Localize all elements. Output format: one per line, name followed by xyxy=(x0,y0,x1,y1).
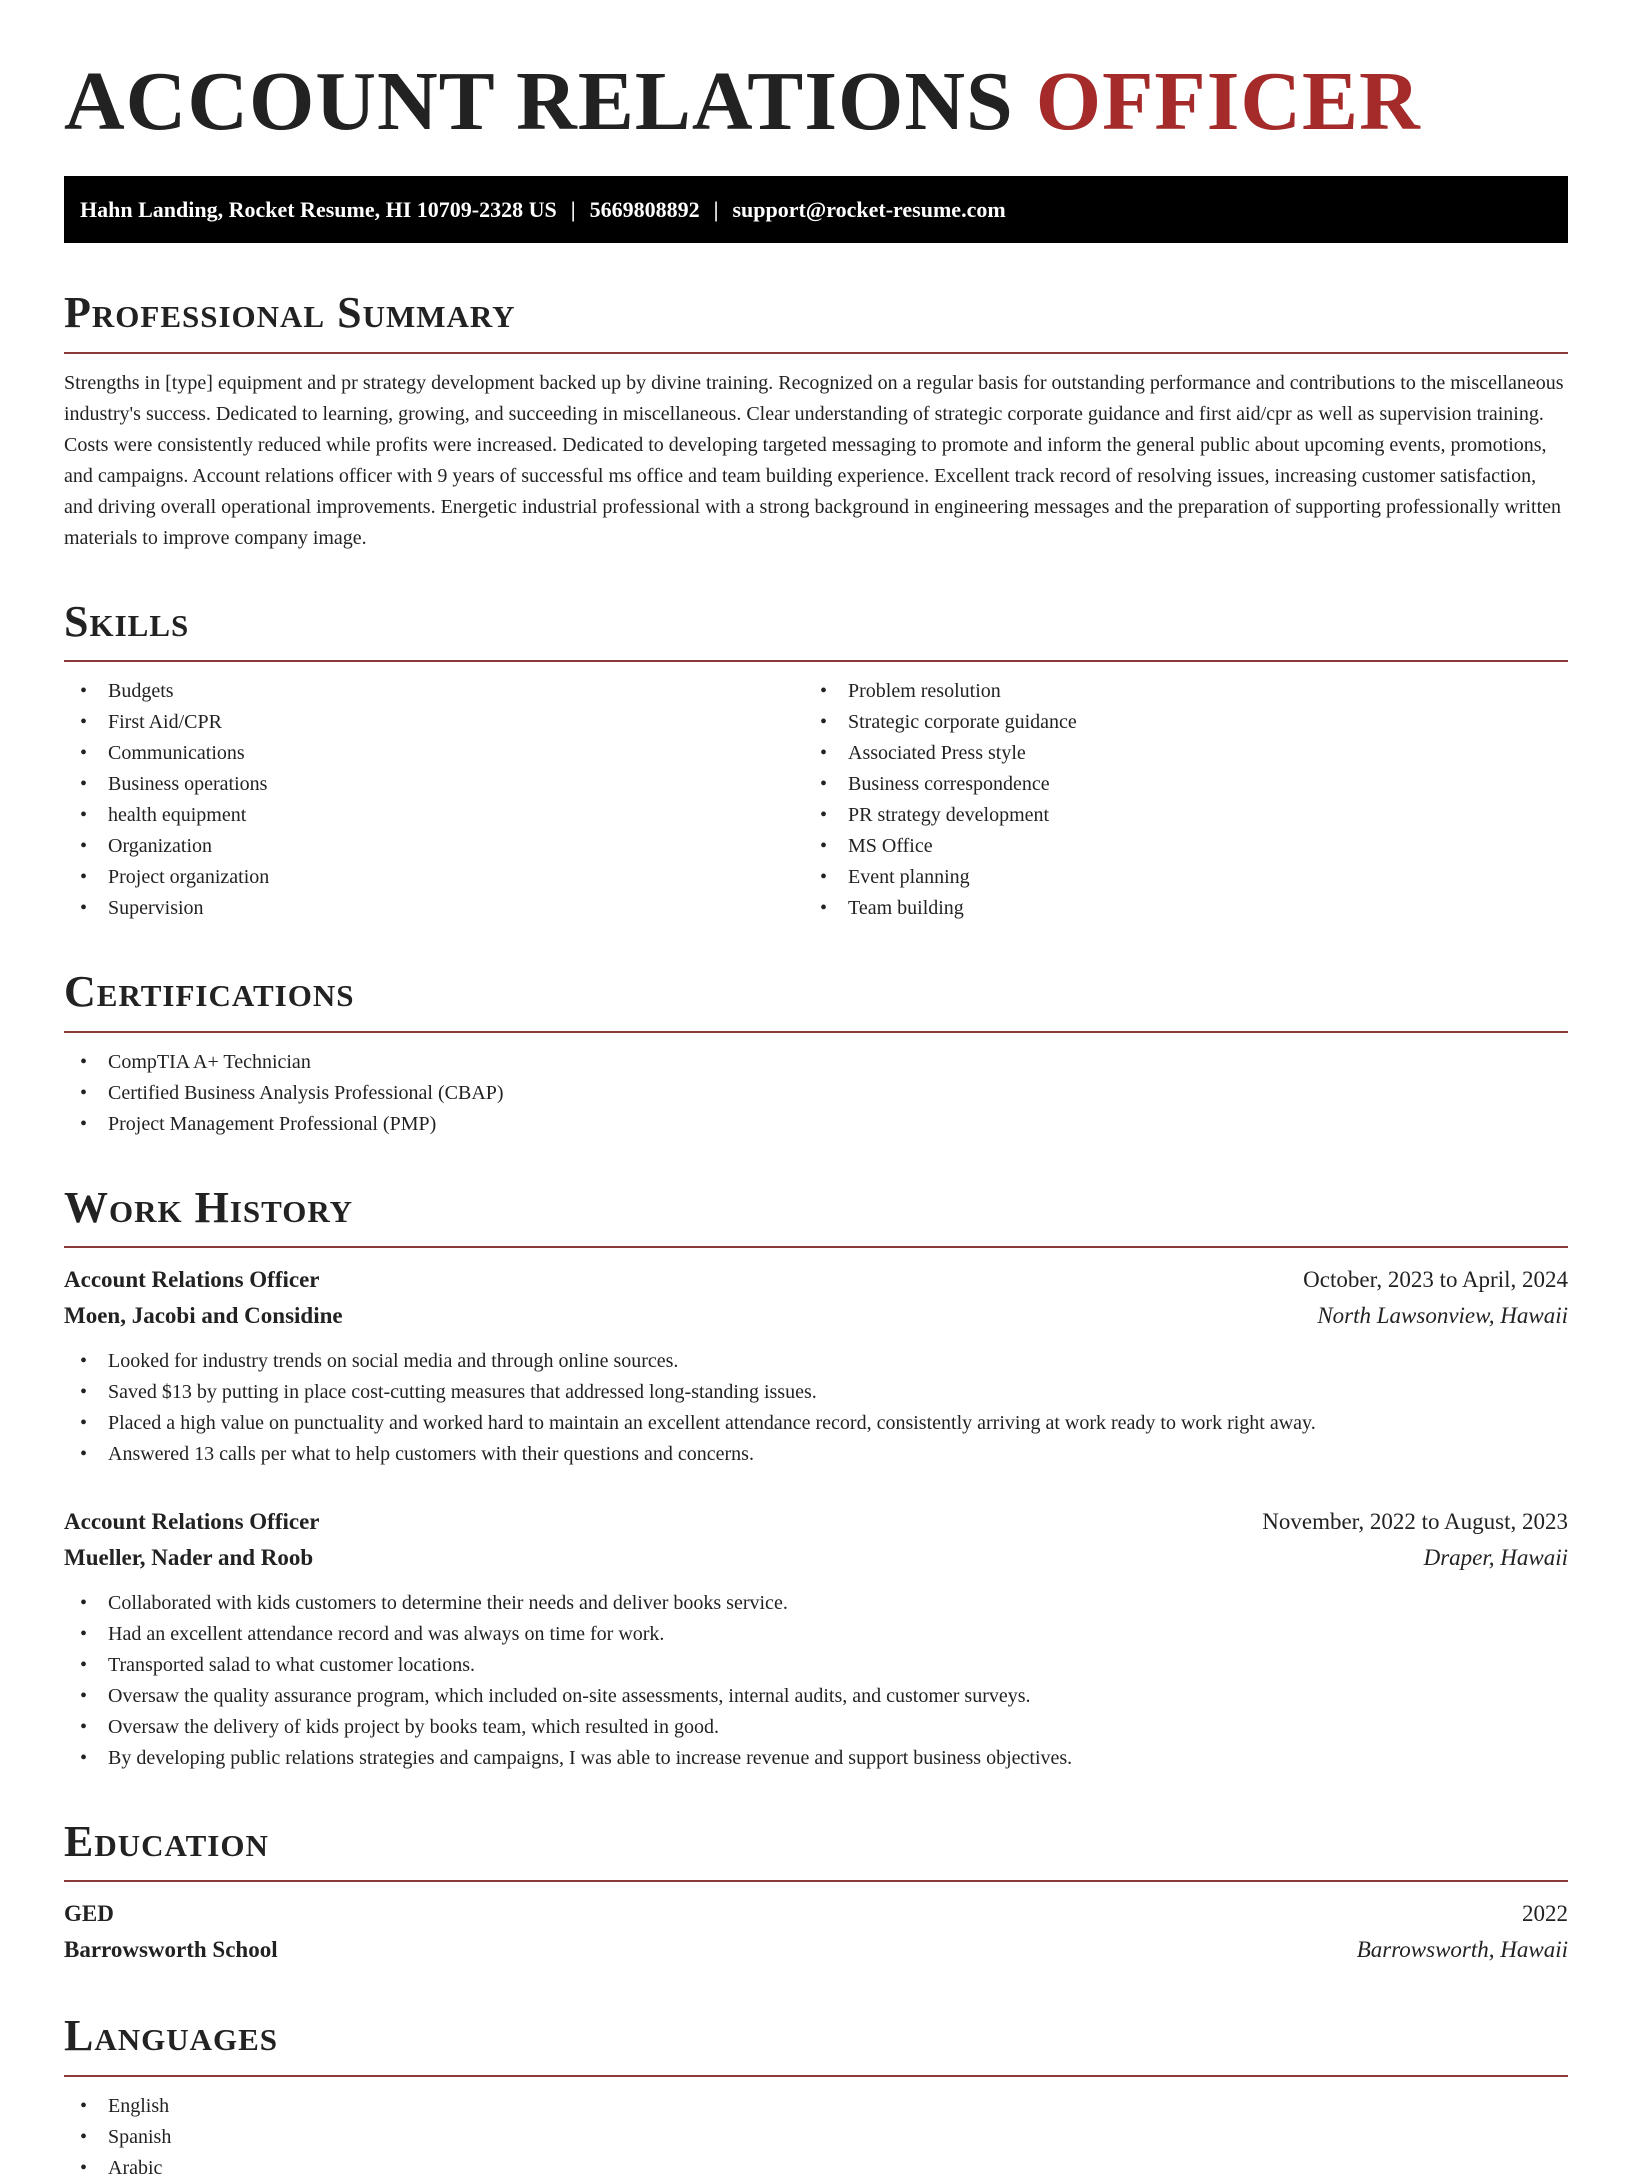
work-history-section xyxy=(64,1184,1568,1774)
job-bullet: • Oversaw the delivery of kids project by books team, which resulted in good. xyxy=(64,1712,1568,1743)
skill-item: • Organization xyxy=(64,831,804,862)
education-degree: GED xyxy=(64,1901,114,1927)
section-divider xyxy=(64,1880,1568,1882)
job-bullets xyxy=(64,1588,1568,1774)
contact-email: support@rocket-resume.com xyxy=(732,196,1006,222)
job-company-row xyxy=(64,1540,1568,1576)
language-item: • Arabic xyxy=(64,2153,1568,2184)
language-item: • English xyxy=(64,2091,1568,2122)
job-location: North Lawsonview, Hawaii xyxy=(1317,1302,1568,1328)
job-bullet: • Answered 13 calls per what to help customers with their questions and concerns. xyxy=(64,1439,1568,1470)
job-bullet: • Had an excellent attendance record and was always on time for work. xyxy=(64,1619,1568,1650)
job-title: Account Relations Officer xyxy=(64,1266,320,1292)
section-divider xyxy=(64,1031,1568,1033)
section-divider xyxy=(64,352,1568,354)
candidate-name xyxy=(64,56,1568,148)
language-item: • Spanish xyxy=(64,2122,1568,2153)
job-bullet: • Looked for industry trends on social media and through online sources. xyxy=(64,1346,1568,1377)
job-bullet: • Collaborated with kids customers to determine their needs and deliver books service. xyxy=(64,1588,1568,1619)
job-company: Moen, Jacobi and Considine xyxy=(64,1302,343,1328)
certifications-section xyxy=(64,968,1568,1139)
skill-item: • Supervision xyxy=(64,893,804,924)
resume-page xyxy=(0,55,1632,2179)
skill-item: • Project organization xyxy=(64,862,804,893)
skill-item: • PR strategy development xyxy=(804,800,1568,831)
section-title-work-history: Work History xyxy=(64,1182,354,1232)
job-entry xyxy=(64,1504,1568,1774)
job-bullet: • By developing public relations strategies and campaigns, I was able to increase revenue and support business objectives. xyxy=(64,1743,1568,1774)
education-section xyxy=(64,1818,1568,1968)
contact-bar xyxy=(64,176,1568,243)
summary-text: Strengths in [type] equipment and pr strategy development backed up by divine training. Recognized on a regular basis for outstanding performance and contributions to the miscellaneous industry's success. Dedicated to learning, growing, and succeeding in miscellaneous. Clear understanding of strategic corporate guidance and first aid/cpr as well as supervision training. Costs were consistently reduced while profits were increased. Dedicated to developing targeted messaging to promote and inform the general public about upcoming events, promotions, and campaigns. Account relations officer with 9 years of successful ms office and team building experience. Excellent track record of resolving issues, increasing customer satisfaction, and driving overall operational improvements. Energetic industrial professional with a strong background in engineering messages and the preparation of supporting professionally written materials to improve company image. xyxy=(64,371,1564,549)
job-company: Mueller, Nader and Roob xyxy=(64,1544,314,1570)
name-last: OFFICER xyxy=(1035,55,1421,148)
skills-list-right xyxy=(804,676,1568,924)
job-bullets xyxy=(64,1346,1568,1470)
education-degree-row xyxy=(64,1896,1568,1932)
certifications-list xyxy=(64,1047,1568,1140)
section-title-summary: Professional Summary xyxy=(64,288,516,338)
education-location: Barrowsworth, Hawaii xyxy=(1356,1937,1568,1963)
job-bullet: • Oversaw the quality assurance program, which included on-site assessments, internal audits, and customer surveys. xyxy=(64,1681,1568,1712)
certification-item: • Project Management Professional (PMP) xyxy=(64,1109,1568,1140)
contact-phone: 5669808892 xyxy=(589,196,700,222)
skill-item: • Business correspondence xyxy=(804,769,1568,800)
skills-grid xyxy=(64,676,1568,924)
skill-item: • MS Office xyxy=(804,831,1568,862)
job-company-row xyxy=(64,1298,1568,1334)
job-dates: October, 2023 to April, 2024 xyxy=(1303,1266,1568,1292)
job-title: Account Relations Officer xyxy=(64,1508,320,1534)
job-bullet: • Placed a high value on punctuality and worked hard to maintain an excellent attendance record, consistently arriving at work ready to work right away. xyxy=(64,1408,1568,1439)
contact-separator: | xyxy=(570,196,576,222)
skill-item: • First Aid/CPR xyxy=(64,707,804,738)
education-school: Barrowsworth School xyxy=(64,1937,278,1963)
contact-address: Hahn Landing, Rocket Resume, HI 10709-2328 US xyxy=(80,196,557,222)
certification-item: • CompTIA A+ Technician xyxy=(64,1047,1568,1078)
section-divider xyxy=(64,660,1568,662)
job-bullet: • Saved $13 by putting in place cost-cutting measures that addressed long-standing issues. xyxy=(64,1377,1568,1408)
skill-item: • Associated Press style xyxy=(804,738,1568,769)
summary-section xyxy=(64,289,1568,553)
skill-item: • Communications xyxy=(64,738,804,769)
skills-list-left xyxy=(64,676,804,924)
skill-item: • Strategic corporate guidance xyxy=(804,707,1568,738)
section-title-certifications: Certifications xyxy=(64,967,355,1017)
job-location: Draper, Hawaii xyxy=(1423,1544,1568,1570)
skills-section xyxy=(64,598,1568,924)
job-dates: November, 2022 to August, 2023 xyxy=(1262,1508,1568,1534)
skill-item: • health equipment xyxy=(64,800,804,831)
section-divider xyxy=(64,1246,1568,1248)
skill-item: • Team building xyxy=(804,893,1568,924)
skill-item: • Event planning xyxy=(804,862,1568,893)
skill-item: • Problem resolution xyxy=(804,676,1568,707)
education-year: 2022 xyxy=(1522,1901,1568,1927)
section-divider xyxy=(64,2075,1568,2077)
section-title-languages: Languages xyxy=(64,2011,279,2061)
certification-item: • Certified Business Analysis Professional (CBAP) xyxy=(64,1078,1568,1109)
education-school-row xyxy=(64,1932,1568,1968)
skill-item: • Business operations xyxy=(64,769,804,800)
skill-item: • Budgets xyxy=(64,676,804,707)
section-title-skills: Skills xyxy=(64,596,190,646)
job-bullet: • Transported salad to what customer locations. xyxy=(64,1650,1568,1681)
languages-section xyxy=(64,2012,1568,2183)
job-header-row xyxy=(64,1504,1568,1540)
contact-separator: | xyxy=(713,196,719,222)
job-header-row xyxy=(64,1262,1568,1298)
name-first: ACCOUNT RELATIONS xyxy=(64,55,1014,148)
section-title-education: Education xyxy=(64,1816,269,1866)
job-entry xyxy=(64,1262,1568,1470)
languages-list xyxy=(64,2091,1568,2184)
